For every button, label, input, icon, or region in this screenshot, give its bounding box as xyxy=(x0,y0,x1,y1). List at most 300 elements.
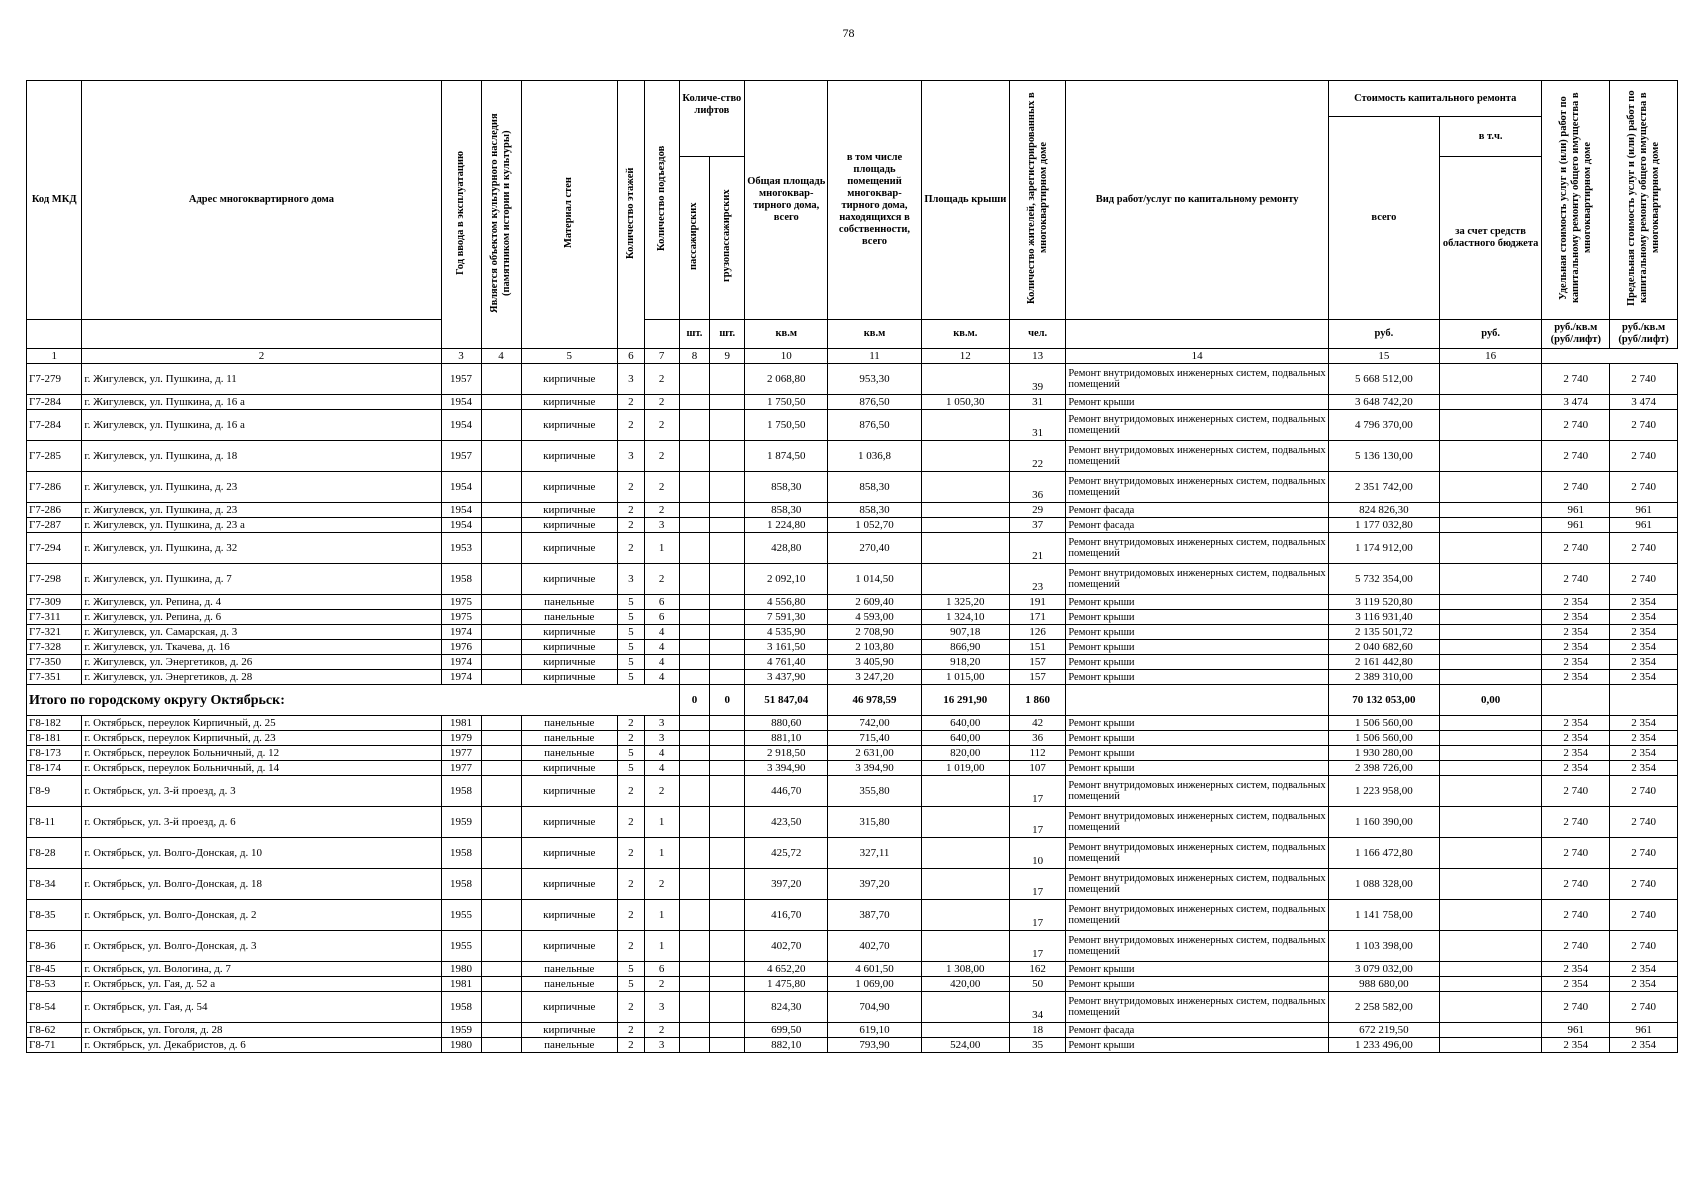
row-owned-area: 793,90 xyxy=(828,1038,921,1053)
row-wall-material: кирпичные xyxy=(521,761,617,776)
row-unit-cost: 2 354 xyxy=(1542,731,1610,746)
row-wall-material: панельные xyxy=(521,731,617,746)
row-lifts-cargo xyxy=(710,503,745,518)
row-work-type: Ремонт крыши xyxy=(1066,610,1329,625)
row-entrances: 1 xyxy=(644,900,679,931)
row-unit-cost: 2 354 xyxy=(1542,640,1610,655)
row-owned-area: 327,11 xyxy=(828,838,921,869)
row-floors: 2 xyxy=(618,731,645,746)
row-heritage xyxy=(481,655,521,670)
row-roof-area: 1 019,00 xyxy=(921,761,1009,776)
row-heritage xyxy=(481,610,521,625)
row-lifts-cargo xyxy=(710,992,745,1023)
row-code: Г8-182 xyxy=(27,716,82,731)
row-lifts-cargo xyxy=(710,640,745,655)
row-cost-regional xyxy=(1439,992,1542,1023)
table-row xyxy=(27,670,1678,685)
row-entrances: 4 xyxy=(644,655,679,670)
row-owned-area: 2 708,90 xyxy=(828,625,921,640)
header-code: Код МКД xyxy=(27,81,82,320)
row-work-type: Ремонт внутридомовых инженерных систем, подвальных помещений xyxy=(1066,931,1329,962)
header-residents: Количество жителей, зарегистрированных в многоквартирном доме xyxy=(1009,81,1065,320)
column-number: 11 xyxy=(828,349,921,364)
header-limit-cost: Предельная стоимость услуг и (или) работ по капитальному ремонту общего имущества в многоквартирном доме xyxy=(1610,81,1678,320)
row-roof-area xyxy=(921,503,1009,518)
row-code: Г7-286 xyxy=(27,472,82,503)
row-owned-area: 270,40 xyxy=(828,533,921,564)
row-owned-area: 397,20 xyxy=(828,869,921,900)
row-limit-cost: 2 354 xyxy=(1610,655,1678,670)
column-number: 3 xyxy=(441,349,481,364)
row-code: Г7-328 xyxy=(27,640,82,655)
subtotal-lifts-cargo: 0 xyxy=(710,685,745,716)
row-lifts-pass xyxy=(679,716,710,731)
row-cost-total: 1 223 958,00 xyxy=(1329,776,1440,807)
row-heritage xyxy=(481,761,521,776)
row-floors: 2 xyxy=(618,518,645,533)
row-residents: 31 xyxy=(1009,410,1065,441)
row-heritage xyxy=(481,807,521,838)
row-lifts-pass xyxy=(679,595,710,610)
row-work-type: Ремонт внутридомовых инженерных систем, подвальных помещений xyxy=(1066,441,1329,472)
row-work-type: Ремонт внутридомовых инженерных систем, подвальных помещений xyxy=(1066,807,1329,838)
row-lifts-cargo xyxy=(710,395,745,410)
row-lifts-cargo xyxy=(710,776,745,807)
row-wall-material: кирпичные xyxy=(521,807,617,838)
row-limit-cost: 2 354 xyxy=(1610,761,1678,776)
row-residents: 29 xyxy=(1009,503,1065,518)
row-entrances: 6 xyxy=(644,962,679,977)
row-cost-total: 2 398 726,00 xyxy=(1329,761,1440,776)
row-floors: 5 xyxy=(618,640,645,655)
row-work-type: Ремонт фасада xyxy=(1066,503,1329,518)
row-roof-area: 640,00 xyxy=(921,731,1009,746)
row-roof-area xyxy=(921,441,1009,472)
row-work-type: Ремонт крыши xyxy=(1066,595,1329,610)
row-cost-regional xyxy=(1439,503,1542,518)
row-work-type: Ремонт крыши xyxy=(1066,640,1329,655)
column-number: 14 xyxy=(1066,349,1329,364)
row-entrances: 2 xyxy=(644,977,679,992)
row-lifts-cargo xyxy=(710,977,745,992)
row-work-type: Ремонт крыши xyxy=(1066,761,1329,776)
row-lifts-cargo xyxy=(710,655,745,670)
row-code: Г7-294 xyxy=(27,533,82,564)
row-address: г. Октябрьск, ул. Гая, д. 54 xyxy=(82,992,441,1023)
row-total-area: 824,30 xyxy=(745,992,828,1023)
row-residents: 36 xyxy=(1009,731,1065,746)
row-year: 1981 xyxy=(441,977,481,992)
row-total-area: 882,10 xyxy=(745,1038,828,1053)
row-total-area: 402,70 xyxy=(745,931,828,962)
row-wall-material: кирпичные xyxy=(521,655,617,670)
row-heritage xyxy=(481,900,521,931)
row-owned-area: 3 247,20 xyxy=(828,670,921,685)
row-limit-cost: 2 740 xyxy=(1610,564,1678,595)
row-unit-cost: 2 740 xyxy=(1542,869,1610,900)
row-year: 1977 xyxy=(441,746,481,761)
row-limit-cost: 2 354 xyxy=(1610,595,1678,610)
row-address: г. Октябрьск, ул. 3-й проезд, д. 6 xyxy=(82,807,441,838)
row-wall-material: кирпичные xyxy=(521,518,617,533)
row-cost-regional xyxy=(1439,533,1542,564)
row-roof-area: 420,00 xyxy=(921,977,1009,992)
header-roof-area: Площадь крыши xyxy=(921,81,1009,320)
table-row xyxy=(27,533,1678,564)
row-floors: 2 xyxy=(618,992,645,1023)
row-limit-cost: 2 740 xyxy=(1610,931,1678,962)
row-residents: 42 xyxy=(1009,716,1065,731)
row-owned-area: 876,50 xyxy=(828,410,921,441)
row-lifts-pass xyxy=(679,610,710,625)
row-cost-regional xyxy=(1439,610,1542,625)
unit-lifts-pass: шт. xyxy=(679,320,710,349)
row-residents: 17 xyxy=(1009,869,1065,900)
row-year: 1979 xyxy=(441,731,481,746)
row-work-type: Ремонт крыши xyxy=(1066,962,1329,977)
table-row xyxy=(27,776,1678,807)
row-unit-cost: 2 354 xyxy=(1542,610,1610,625)
row-limit-cost: 2 354 xyxy=(1610,977,1678,992)
row-unit-cost: 3 474 xyxy=(1542,395,1610,410)
row-heritage xyxy=(481,776,521,807)
table-row xyxy=(27,595,1678,610)
row-cost-total: 2 040 682,60 xyxy=(1329,640,1440,655)
row-entrances: 2 xyxy=(644,564,679,595)
header-work-type: Вид работ/услуг по капитальному ремонту xyxy=(1066,81,1329,320)
row-residents: 10 xyxy=(1009,838,1065,869)
row-limit-cost: 2 354 xyxy=(1610,625,1678,640)
row-address: г. Жигулевск, ул. Пушкина, д. 18 xyxy=(82,441,441,472)
row-wall-material: кирпичные xyxy=(521,410,617,441)
row-residents: 37 xyxy=(1009,518,1065,533)
row-wall-material: кирпичные xyxy=(521,625,617,640)
row-lifts-pass xyxy=(679,807,710,838)
row-floors: 5 xyxy=(618,746,645,761)
row-residents: 17 xyxy=(1009,776,1065,807)
row-year: 1974 xyxy=(441,625,481,640)
row-owned-area: 704,90 xyxy=(828,992,921,1023)
row-address: г. Жигулевск, ул. Пушкина, д. 32 xyxy=(82,533,441,564)
row-address: г. Октябрьск, ул. Волго-Донская, д. 18 xyxy=(82,869,441,900)
row-floors: 5 xyxy=(618,610,645,625)
row-wall-material: панельные xyxy=(521,962,617,977)
unit-roof-area: кв.м. xyxy=(921,320,1009,349)
row-residents: 31 xyxy=(1009,395,1065,410)
header-cost-group: Стоимость капитального ремонта xyxy=(1329,81,1542,117)
table-row xyxy=(27,410,1678,441)
row-entrances: 2 xyxy=(644,395,679,410)
subtotal-row xyxy=(27,685,1678,716)
row-code: Г7-284 xyxy=(27,395,82,410)
row-owned-area: 742,00 xyxy=(828,716,921,731)
row-unit-cost: 2 740 xyxy=(1542,472,1610,503)
row-code: Г7-311 xyxy=(27,610,82,625)
row-residents: 36 xyxy=(1009,472,1065,503)
row-cost-total: 2 161 442,80 xyxy=(1329,655,1440,670)
column-number: 10 xyxy=(745,349,828,364)
row-entrances: 3 xyxy=(644,731,679,746)
row-total-area: 446,70 xyxy=(745,776,828,807)
row-roof-area: 866,90 xyxy=(921,640,1009,655)
row-roof-area xyxy=(921,869,1009,900)
row-residents: 34 xyxy=(1009,992,1065,1023)
row-year: 1980 xyxy=(441,1038,481,1053)
row-residents: 17 xyxy=(1009,900,1065,931)
row-lifts-cargo xyxy=(710,364,745,395)
row-wall-material: панельные xyxy=(521,716,617,731)
row-floors: 5 xyxy=(618,670,645,685)
table-row xyxy=(27,610,1678,625)
row-roof-area: 918,20 xyxy=(921,655,1009,670)
row-total-area: 881,10 xyxy=(745,731,828,746)
row-cost-total: 988 680,00 xyxy=(1329,977,1440,992)
row-cost-regional xyxy=(1439,746,1542,761)
row-code: Г8-11 xyxy=(27,807,82,838)
row-floors: 5 xyxy=(618,625,645,640)
row-lifts-pass xyxy=(679,472,710,503)
column-number-row xyxy=(27,349,1678,364)
row-wall-material: кирпичные xyxy=(521,900,617,931)
row-cost-regional xyxy=(1439,776,1542,807)
row-lifts-pass xyxy=(679,395,710,410)
row-floors: 2 xyxy=(618,807,645,838)
row-floors: 2 xyxy=(618,931,645,962)
row-total-area: 1 224,80 xyxy=(745,518,828,533)
row-residents: 191 xyxy=(1009,595,1065,610)
row-residents: 107 xyxy=(1009,761,1065,776)
subtotal-residents: 1 860 xyxy=(1009,685,1065,716)
row-lifts-cargo xyxy=(710,518,745,533)
row-address: г. Октябрьск, ул. Декабристов, д. 6 xyxy=(82,1038,441,1053)
row-owned-area: 315,80 xyxy=(828,807,921,838)
row-entrances: 4 xyxy=(644,625,679,640)
row-roof-area xyxy=(921,1023,1009,1038)
row-limit-cost: 2 354 xyxy=(1610,962,1678,977)
row-unit-cost: 2 354 xyxy=(1542,670,1610,685)
row-cost-regional xyxy=(1439,962,1542,977)
row-total-area: 2 918,50 xyxy=(745,746,828,761)
row-cost-regional xyxy=(1439,977,1542,992)
row-total-area: 699,50 xyxy=(745,1023,828,1038)
row-owned-area: 3 405,90 xyxy=(828,655,921,670)
row-lifts-pass xyxy=(679,992,710,1023)
row-limit-cost: 3 474 xyxy=(1610,395,1678,410)
row-address: г. Жигулевск, ул. Пушкина, д. 7 xyxy=(82,564,441,595)
row-wall-material: кирпичные xyxy=(521,364,617,395)
row-wall-material: кирпичные xyxy=(521,1023,617,1038)
row-roof-area xyxy=(921,533,1009,564)
row-owned-area: 1 036,8 xyxy=(828,441,921,472)
row-cost-total: 3 079 032,00 xyxy=(1329,962,1440,977)
row-entrances: 4 xyxy=(644,670,679,685)
row-floors: 2 xyxy=(618,869,645,900)
row-cost-regional xyxy=(1439,640,1542,655)
row-residents: 157 xyxy=(1009,655,1065,670)
unit-limit-cost: руб./кв.м (руб/лифт) xyxy=(1610,320,1678,349)
row-total-area: 858,30 xyxy=(745,503,828,518)
row-limit-cost: 2 740 xyxy=(1610,869,1678,900)
column-number: 16 xyxy=(1439,349,1542,364)
subtotal-label: Итого по городскому округу Октябрьск: xyxy=(27,685,680,716)
row-heritage xyxy=(481,838,521,869)
row-cost-total: 1 160 390,00 xyxy=(1329,807,1440,838)
unit-unit-cost: руб./кв.м (руб/лифт) xyxy=(1542,320,1610,349)
row-lifts-pass xyxy=(679,869,710,900)
row-roof-area: 524,00 xyxy=(921,1038,1009,1053)
row-unit-cost: 2 740 xyxy=(1542,807,1610,838)
subtotal-owned-area: 46 978,59 xyxy=(828,685,921,716)
row-owned-area: 953,30 xyxy=(828,364,921,395)
row-year: 1980 xyxy=(441,962,481,977)
row-residents: 39 xyxy=(1009,364,1065,395)
row-entrances: 1 xyxy=(644,838,679,869)
row-cost-regional xyxy=(1439,441,1542,472)
row-cost-regional xyxy=(1439,716,1542,731)
row-cost-total: 2 389 310,00 xyxy=(1329,670,1440,685)
row-floors: 2 xyxy=(618,410,645,441)
row-code: Г7-350 xyxy=(27,655,82,670)
row-code: Г7-351 xyxy=(27,670,82,685)
row-roof-area xyxy=(921,472,1009,503)
row-lifts-cargo xyxy=(710,441,745,472)
row-heritage xyxy=(481,731,521,746)
row-lifts-pass xyxy=(679,731,710,746)
row-cost-regional xyxy=(1439,410,1542,441)
unit-cost-total: руб. xyxy=(1329,320,1440,349)
row-roof-area: 640,00 xyxy=(921,716,1009,731)
subtotal-total-area: 51 847,04 xyxy=(745,685,828,716)
row-floors: 5 xyxy=(618,977,645,992)
row-floors: 2 xyxy=(618,900,645,931)
row-limit-cost: 2 740 xyxy=(1610,807,1678,838)
row-code: Г8-28 xyxy=(27,838,82,869)
row-roof-area xyxy=(921,518,1009,533)
row-cost-regional xyxy=(1439,564,1542,595)
row-year: 1974 xyxy=(441,655,481,670)
row-code: Г7-286 xyxy=(27,503,82,518)
row-work-type: Ремонт крыши xyxy=(1066,746,1329,761)
row-code: Г8-62 xyxy=(27,1023,82,1038)
row-cost-total: 1 088 328,00 xyxy=(1329,869,1440,900)
row-year: 1953 xyxy=(441,533,481,564)
row-unit-cost: 2 740 xyxy=(1542,900,1610,931)
row-roof-area: 1 015,00 xyxy=(921,670,1009,685)
row-entrances: 1 xyxy=(644,931,679,962)
row-heritage xyxy=(481,1038,521,1053)
row-entrances: 3 xyxy=(644,518,679,533)
row-address: г. Жигулевск, ул. Самарская, д. 3 xyxy=(82,625,441,640)
row-cost-total: 824 826,30 xyxy=(1329,503,1440,518)
row-address: г. Октябрьск, переулок Больничный, д. 12 xyxy=(82,746,441,761)
row-limit-cost: 2 740 xyxy=(1610,472,1678,503)
row-floors: 2 xyxy=(618,838,645,869)
row-unit-cost: 2 740 xyxy=(1542,931,1610,962)
row-work-type: Ремонт фасада xyxy=(1066,1023,1329,1038)
row-limit-cost: 2 740 xyxy=(1610,533,1678,564)
row-lifts-cargo xyxy=(710,625,745,640)
row-floors: 2 xyxy=(618,1038,645,1053)
row-floors: 3 xyxy=(618,564,645,595)
row-work-type: Ремонт внутридомовых инженерных систем, подвальных помещений xyxy=(1066,472,1329,503)
row-entrances: 4 xyxy=(644,761,679,776)
row-total-area: 4 761,40 xyxy=(745,655,828,670)
table-row xyxy=(27,655,1678,670)
row-entrances: 2 xyxy=(644,441,679,472)
row-residents: 162 xyxy=(1009,962,1065,977)
row-lifts-cargo xyxy=(710,746,745,761)
row-lifts-cargo xyxy=(710,931,745,962)
header-cost-total: всего xyxy=(1329,117,1440,320)
row-floors: 5 xyxy=(618,655,645,670)
row-entrances: 2 xyxy=(644,364,679,395)
row-unit-cost: 2 354 xyxy=(1542,655,1610,670)
row-lifts-cargo xyxy=(710,595,745,610)
row-work-type: Ремонт внутридомовых инженерных систем, подвальных помещений xyxy=(1066,869,1329,900)
row-residents: 126 xyxy=(1009,625,1065,640)
row-cost-total: 5 136 130,00 xyxy=(1329,441,1440,472)
row-wall-material: панельные xyxy=(521,977,617,992)
row-address: г. Жигулевск, ул. Ткачева, д. 16 xyxy=(82,640,441,655)
row-roof-area: 1 325,20 xyxy=(921,595,1009,610)
row-cost-total: 3 648 742,20 xyxy=(1329,395,1440,410)
row-total-area: 1 750,50 xyxy=(745,410,828,441)
row-unit-cost: 2 354 xyxy=(1542,595,1610,610)
row-unit-cost: 2 740 xyxy=(1542,441,1610,472)
row-heritage xyxy=(481,746,521,761)
subtotal-cost-total: 70 132 053,00 xyxy=(1329,685,1440,716)
row-address: г. Жигулевск, ул. Энергетиков, д. 28 xyxy=(82,670,441,685)
row-wall-material: кирпичные xyxy=(521,395,617,410)
table-row xyxy=(27,900,1678,931)
row-work-type: Ремонт внутридомовых инженерных систем, подвальных помещений xyxy=(1066,564,1329,595)
header-entrances: Количество подъездов xyxy=(644,81,679,320)
row-unit-cost: 2 740 xyxy=(1542,364,1610,395)
row-lifts-cargo xyxy=(710,869,745,900)
row-limit-cost: 2 740 xyxy=(1610,838,1678,869)
header-lifts: Количе-ство лифтов xyxy=(679,81,745,157)
row-lifts-pass xyxy=(679,564,710,595)
row-heritage xyxy=(481,410,521,441)
row-unit-cost: 961 xyxy=(1542,1023,1610,1038)
row-floors: 2 xyxy=(618,395,645,410)
row-lifts-pass xyxy=(679,761,710,776)
table-row xyxy=(27,395,1678,410)
row-total-area: 3 437,90 xyxy=(745,670,828,685)
row-residents: 50 xyxy=(1009,977,1065,992)
row-address: г. Октябрьск, переулок Кирпичный, д. 25 xyxy=(82,716,441,731)
row-lifts-pass xyxy=(679,410,710,441)
row-lifts-cargo xyxy=(710,1023,745,1038)
row-work-type: Ремонт внутридомовых инженерных систем, подвальных помещений xyxy=(1066,900,1329,931)
row-entrances: 2 xyxy=(644,472,679,503)
subtotal-limit-cost xyxy=(1610,685,1678,716)
row-limit-cost: 2 740 xyxy=(1610,364,1678,395)
header-unit-cost: Удельная стоимость услуг и (или) работ по капитальному ремонту общего имущества в многоквартирном доме xyxy=(1542,81,1610,320)
row-lifts-cargo xyxy=(710,472,745,503)
row-cost-regional xyxy=(1439,838,1542,869)
page-number: 78 xyxy=(842,26,855,40)
row-year: 1958 xyxy=(441,776,481,807)
row-code: Г8-173 xyxy=(27,746,82,761)
row-code: Г8-71 xyxy=(27,1038,82,1053)
row-address: г. Октябрьск, переулок Больничный, д. 14 xyxy=(82,761,441,776)
row-heritage xyxy=(481,716,521,731)
row-work-type: Ремонт крыши xyxy=(1066,395,1329,410)
row-cost-regional xyxy=(1439,472,1542,503)
row-year: 1958 xyxy=(441,992,481,1023)
column-number: 12 xyxy=(921,349,1009,364)
